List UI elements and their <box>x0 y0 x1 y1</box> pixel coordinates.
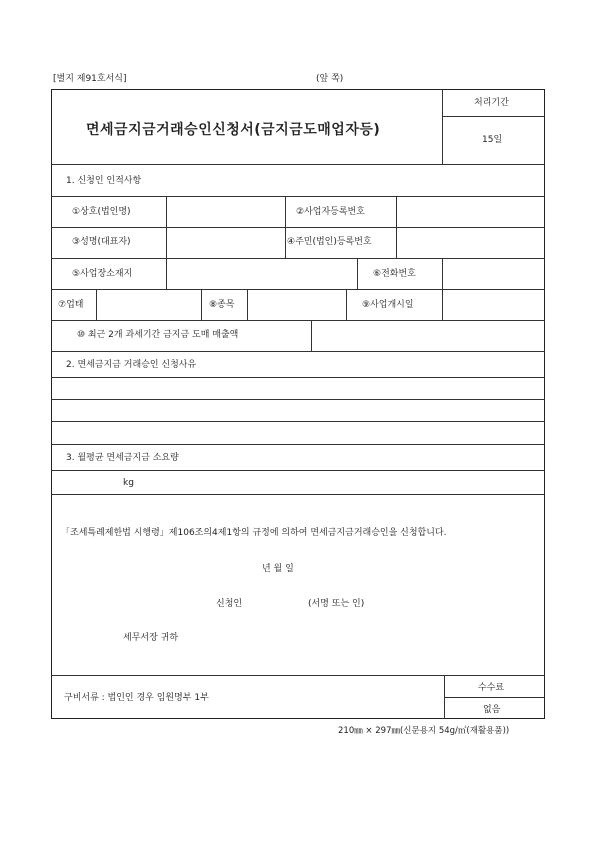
fee-label: 수수료 <box>478 683 505 693</box>
business-start-date-label: ⑨사업개시일 <box>362 300 414 310</box>
divider <box>51 227 545 228</box>
registration-number-field[interactable] <box>398 229 543 256</box>
divider <box>51 377 545 378</box>
divider <box>51 258 545 259</box>
application-reason-line[interactable] <box>53 401 543 420</box>
monthly-usage-field[interactable] <box>53 472 121 492</box>
business-address-label: ⑤사업장소재지 <box>72 269 133 279</box>
business-registration-label: ②사업자등록번호 <box>296 207 365 217</box>
divider <box>51 164 545 165</box>
applicant-label: 신청인 <box>216 599 243 609</box>
divider <box>357 258 358 289</box>
application-reason-line[interactable] <box>53 379 543 398</box>
business-type-field[interactable] <box>98 291 198 318</box>
phone-number-label: ⑥전화번호 <box>373 269 416 279</box>
divider <box>346 289 347 320</box>
company-name-field[interactable] <box>168 198 283 224</box>
divider <box>51 289 545 290</box>
section1-heading: 1. 신청인 인적사항 <box>66 176 142 186</box>
divider <box>51 351 545 352</box>
representative-name-label: ③성명(대표자) <box>72 237 131 247</box>
divider <box>166 258 167 289</box>
divider <box>96 289 97 320</box>
monthly-usage-unit: kg <box>123 478 134 488</box>
date-line: 년 월 일 <box>262 564 294 574</box>
fee-value: 없음 <box>483 705 501 715</box>
attachments-note: 구비서류 : 법인인 경우 임원명부 1부 <box>64 693 209 703</box>
divider <box>51 196 545 197</box>
addressee: 세무서장 귀하 <box>123 633 179 643</box>
business-address-field[interactable] <box>168 260 354 287</box>
paper-spec-note: 210㎜ × 297㎜(신문용지 54g/㎡(재활용품)) <box>338 726 510 736</box>
wholesale-sales-field[interactable] <box>313 322 543 349</box>
divider <box>51 470 545 471</box>
company-name-label: ①상호(법인명) <box>72 207 131 217</box>
divider <box>442 116 545 117</box>
registration-number-label: ④주민(법인)등록번호 <box>287 237 372 247</box>
divider <box>51 494 545 495</box>
divider <box>51 444 545 445</box>
section3-heading: 3. 월평균 면세금지금 소요량 <box>66 453 179 463</box>
business-registration-field[interactable] <box>398 198 543 224</box>
processing-period-value: 15일 <box>482 135 503 145</box>
divider <box>201 289 202 320</box>
application-reason-line[interactable] <box>53 423 543 442</box>
business-start-date-field[interactable] <box>444 291 543 318</box>
divider <box>444 697 545 698</box>
wholesale-sales-label: ⑩ 최근 2개 과세기간 금지금 도매 매출액 <box>77 330 239 340</box>
divider <box>311 320 312 351</box>
divider <box>442 89 443 164</box>
divider <box>51 421 545 422</box>
section2-heading: 2. 면세금지금 거래승인 신청사유 <box>66 360 197 370</box>
representative-name-field[interactable] <box>168 229 283 256</box>
divider <box>51 399 545 400</box>
divider <box>247 289 248 320</box>
phone-number-field[interactable] <box>444 260 543 287</box>
business-type-label: ⑦업태 <box>58 300 84 310</box>
form-title: 면세금지금거래승인신청서(금지금도매업자등) <box>86 122 381 138</box>
page-side-label: (앞 쪽) <box>316 74 344 84</box>
divider <box>51 320 545 321</box>
business-item-label: ⑧종목 <box>209 300 235 310</box>
business-item-field[interactable] <box>249 291 344 318</box>
form-number: [별지 제91호서식] <box>53 74 127 84</box>
signature-note: (서명 또는 인) <box>308 599 365 609</box>
processing-period-label: 처리기간 <box>474 98 509 108</box>
divider <box>51 675 545 676</box>
declaration-text: 「조세특례제한법 시행령」제106조의4제1항의 규정에 의하여 면세금지금거래승인을 신청합니다. <box>61 528 447 538</box>
